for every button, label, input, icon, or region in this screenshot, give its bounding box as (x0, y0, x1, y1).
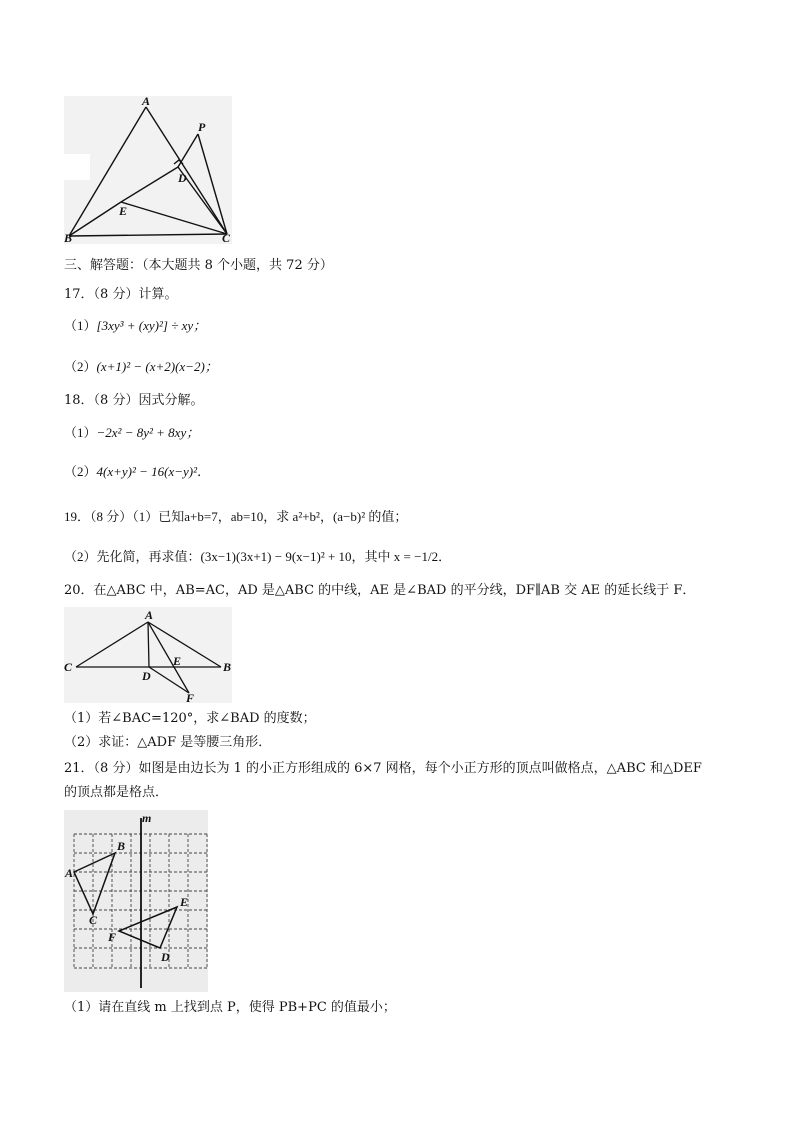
fig1-label-a: A (142, 96, 151, 108)
q19-part2 (64, 549, 451, 565)
q20-part2: （2）求证：△ADF 是等腰三角形． (64, 735, 272, 750)
q20-statement: 20．在△ABC 中，AB=AC，AD 是△ABC 的中线，AE 是∠BAD 的平分线，DF∥AB 交 AE 的延长线于 F． (64, 583, 696, 598)
section-3-title: 三、解答题：（本大题共 8 个小题，共 72 分） (64, 258, 333, 273)
q17-part1-number: （1） (64, 318, 97, 333)
q17-part1-expression: [3xy³ + (xy)²] ÷ xy； (96, 318, 207, 333)
fig2-label-b: B (223, 660, 232, 674)
fig1-label-b: B (64, 231, 73, 244)
fig2-label-f: F (186, 691, 195, 703)
fig2-label-c: C (64, 660, 73, 674)
fig2-label-e: E (173, 654, 182, 668)
q21-statement-line2: 的顶点都是格点． (64, 785, 169, 800)
q18-part1 (64, 425, 199, 441)
q18-part2-expression: 4(x+y)² − 16(x−y)²． (96, 464, 211, 479)
q18-part1-number: （1） (64, 425, 97, 440)
fig3-label-m: m (142, 811, 152, 825)
q17-heading: 17．（8 分）计算。 (64, 287, 178, 302)
q19-part2-number: （2） (64, 549, 97, 564)
fig3-label-f: F (108, 930, 117, 944)
fig1-label-c: C (222, 231, 231, 244)
q18-part1-expression: −2x² − 8y² + 8xy； (96, 425, 200, 440)
fig2-label-a: A (145, 608, 154, 622)
fig1-label-d: D (178, 171, 187, 185)
figure-triangle-adf (64, 607, 232, 703)
q17-part2-expression: (x+1)² − (x+2)(x−2)； (96, 359, 218, 374)
fig2-label-d: D (142, 669, 151, 683)
q17-part2 (64, 359, 218, 375)
fig1-label-e: E (119, 204, 128, 218)
fig3-label-e: E (180, 895, 189, 909)
q18-part2-number: （2） (64, 464, 97, 479)
q19-part2-expression: 先化简，再求值：(3x−1)(3x+1) − 9(x−1)² + 10，其中 x = −1/2． (96, 549, 452, 564)
q18-heading: 18．（8 分）因式分解。 (64, 393, 204, 408)
fig3-label-c: C (89, 913, 98, 927)
q21-statement-line1: 21．（8 分）如图是由边长为 1 的小正方形组成的 6×7 网格，每个小正方形的顶点叫做格点，△ABC 和△DEF (64, 761, 702, 776)
q19-heading: 19．（8 分）（1）已知 (64, 509, 185, 524)
fig3-label-b: B (117, 839, 126, 853)
figure-triangle-abc-pde (64, 96, 232, 244)
fig3-label-d: D (161, 950, 170, 964)
fig3-label-a: A (65, 866, 74, 880)
q19-part1 (64, 509, 407, 525)
q17-part2-number: （2） (64, 359, 97, 374)
q18-part2 (64, 464, 210, 480)
q17-part1 (64, 318, 206, 334)
q20-part1: （1）若∠BAC=120°，求∠BAD 的度数； (64, 711, 316, 726)
q19-part1-expression: a+b=7，ab=10，求 a²+b²，(a−b)² 的值； (184, 509, 408, 524)
figure-grid-line-m (64, 810, 208, 992)
q21-part1: （1）请在直线 m 上找到点 P，使得 PB+PC 的值最小； (64, 1000, 396, 1015)
fig1-label-p: P (198, 120, 206, 134)
